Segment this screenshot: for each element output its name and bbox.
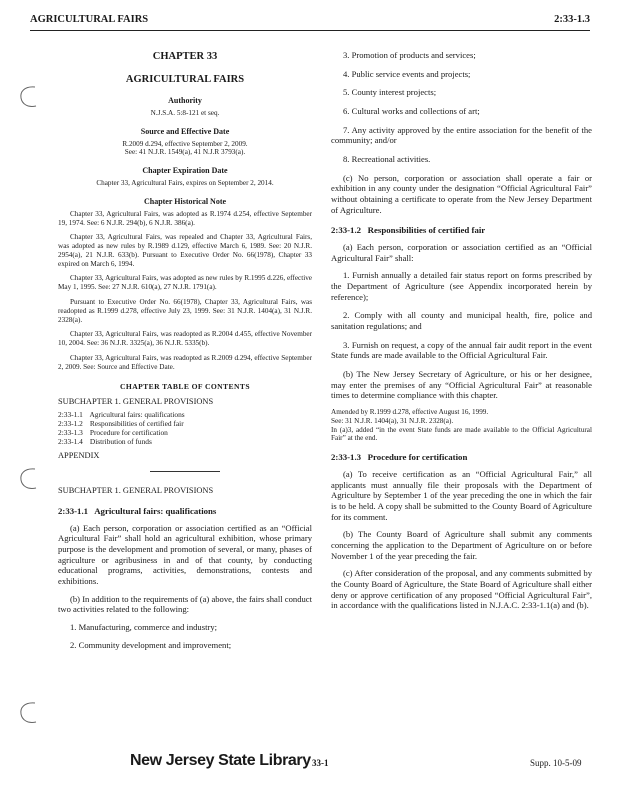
- paragraph: (a) Each person, corporation or association certified as an “Official Agricultural Fair” shall hold an agricultural exhibition, whose primary purpose is the development and promotion of several, or many, phases of agriculture or agribusiness in and of that county, by conducting educational programs, activities, demonstrations, contests and exhibitions.: [58, 522, 312, 586]
- amendment-line: Amended by R.1999 d.278, effective August 16, 1999.: [331, 408, 489, 416]
- authority-heading: Authority: [168, 96, 202, 106]
- section-number: 2:33-1.2: [331, 225, 362, 236]
- list-item: 6. Cultural works and collections of art;: [343, 105, 480, 116]
- toc-entry-title: Procedure for certification: [89, 428, 168, 438]
- section-title: Responsibilities of certified fair: [367, 225, 486, 236]
- history-note: Pursuant to Executive Order No. 66(1978), Chapter 33, Agricultural Fairs, was readopted as R.1999 d.278, effective July 23, 1999. See: 31 N.J.R. 1404(a), 31 N.J.R. 2328(a).: [58, 298, 312, 324]
- source-text: See: 41 N.J.R. 1549(a), 41 N.J.R 3793(a).: [124, 148, 246, 157]
- history-note: Chapter 33, Agricultural Fairs, was readopted as R.2004 d.455, effective November 10, 2004. See: 36 N.J.R. 3325(a), 36 N.J.R. 5335(b).: [58, 330, 312, 348]
- list-item: 2. Comply with all county and municipal health, fire, police and sanitation regulations; and: [331, 310, 592, 332]
- list-item: 5. County interest projects;: [343, 87, 437, 98]
- header-section: 2:33-1.3: [554, 14, 590, 25]
- paragraph: (b) The New Jersey Secretary of Agriculture, or his or her designee, may enter the premises of any “Official Agricultural Fair” at reasonable times to determine compliance with this chapter.: [331, 369, 592, 401]
- expiration-heading: Chapter Expiration Date: [142, 166, 228, 176]
- expiration-text: Chapter 33, Agricultural Fairs, expires on September 2, 2014.: [96, 179, 274, 188]
- toc-entry-number: 2:33-1.4: [58, 436, 83, 446]
- toc-subchapter: SUBCHAPTER 1. GENERAL PROVISIONS: [58, 396, 214, 406]
- chapter-title: AGRICULTURAL FAIRS: [125, 74, 245, 86]
- history-heading: Chapter Historical Note: [143, 196, 227, 206]
- amendment-note: [331, 408, 592, 443]
- paragraph: (b) The County Board of Agriculture shall submit any comments concerning the application to the Department of Agriculture on or before November 1 of the year preceding the fair.: [331, 529, 592, 561]
- source-heading: Source and Effective Date: [140, 126, 230, 136]
- paragraph: (a) Each person, corporation or association certified as an “Official Agricultural Fair” shall:: [331, 242, 592, 263]
- page-number: 33-1: [312, 758, 329, 768]
- paragraph: (c) No person, corporation or association shall operate a fair or exhibition in any county under the designation “Official Agricultural Fair” without obtaining a certificate to operate from the New Jersey Department of Agriculture.: [331, 172, 592, 215]
- list-item: 3. Promotion of products and services;: [343, 50, 476, 60]
- paragraph: (b) In addition to the requirements of (a) above, the fairs shall conduct two activities related to the following:: [58, 593, 312, 615]
- source-text: R.2009 d.294, effective September 2, 2009.: [122, 139, 248, 148]
- paragraph: (c) After consideration of the proposal, and any comments submitted by the County Board of Agriculture, the State Board of Agriculture shall either deny or approve certification of any proposed “Official Agricultural Fair”, in accordance with the qualifications listed in N.J.A.C. 2:33-1.1(a) and (b).: [331, 568, 592, 611]
- toc-title: CHAPTER TABLE OF CONTENTS: [120, 381, 250, 391]
- paragraph: (a) To receive certification as an “Official Agricultural Fair,” all applicants must annually file their proposals with the Department of Agriculture by September 1 of the year preceding the one in which the fair is to be held. A copy shall be submitted to the County Board of Agriculture for its comment.: [331, 469, 592, 522]
- list-item: 3. Furnish on request, a copy of the annual fair audit report in the event State funds are made available to the Official Agricultural Fair.: [331, 339, 592, 361]
- table-of-contents: [58, 411, 312, 447]
- list-item: 4. Public service events and projects;: [343, 68, 471, 79]
- toc-entry[interactable]: [58, 438, 312, 447]
- history-note: Chapter 33, Agricultural Fairs, was adopted as new rules by R.1995 d.226, effective May 1, 1995. See: 27 N.J.R. 610(a), 27 N.J.R. 1791(a).: [58, 274, 312, 292]
- section-title: Procedure for certification: [367, 452, 468, 463]
- toc-appendix[interactable]: APPENDIX: [58, 450, 100, 460]
- toc-entry-number: 2:33-1.2: [58, 419, 83, 429]
- section-heading: [331, 225, 592, 236]
- header-title: AGRICULTURAL FAIRS: [30, 14, 149, 25]
- right-column: [331, 50, 592, 618]
- history-note: Chapter 33, Agricultural Fairs, was readopted as R.2009 d.294, effective September 2, 2009. See: Source and Effective Date.: [58, 353, 312, 371]
- amendment-line: See: 31 N.J.R. 1404(a), 31 N.J.R. 2328(a).: [331, 416, 454, 425]
- toc-entry-title: Responsibilities of certified fair: [89, 419, 184, 429]
- section-number: 2:33-1.3: [331, 452, 362, 463]
- amendment-line: In (a)3, added “in the event State funds are made available to the Official Agricultural Fair” at the end.: [331, 425, 592, 443]
- list-item: 7. Any activity approved by the entire association for the benefit of the community; and/or: [331, 124, 592, 146]
- supplement-date: Supp. 10-5-09: [530, 758, 582, 768]
- punch-hole-icon: [18, 84, 40, 110]
- toc-entry-title: Agricultural fairs: qualifications: [89, 410, 185, 420]
- toc-entry-number: 2:33-1.3: [58, 428, 83, 438]
- list-item: 1. Furnish annually a detailed fair status report on forms prescribed by the Department of Agriculture (see Appendix incorporated herein by reference);: [331, 270, 592, 302]
- list-item: 1. Manufacturing, commerce and industry;: [70, 621, 218, 632]
- section-title: Agricultural fairs: qualifications: [94, 505, 217, 516]
- section-heading: [58, 506, 312, 517]
- section-number: 2:33-1.1: [58, 505, 89, 516]
- running-header: [30, 14, 590, 31]
- chapter-number: CHAPTER 33: [152, 51, 218, 62]
- punch-hole-icon: [18, 466, 40, 492]
- authority-text: N.J.S.A. 5:8-121 et seq.: [150, 108, 220, 117]
- section-heading: [331, 452, 592, 463]
- toc-entry-title: Distribution of funds: [89, 436, 152, 446]
- toc-entry-number: 2:33-1.1: [58, 410, 83, 420]
- left-column: [58, 50, 312, 659]
- section-divider: [150, 471, 220, 472]
- list-item: 8. Recreational activities.: [343, 153, 431, 164]
- punch-hole-icon: [18, 700, 40, 726]
- subchapter-heading: SUBCHAPTER 1. GENERAL PROVISIONS: [58, 486, 214, 496]
- list-item: 2. Community development and improvement;: [70, 640, 232, 651]
- history-note: Chapter 33, Agricultural Fairs, was adopted as R.1974 d.254, effective September 19, 1974. See: 6 N.J.R. 294(b), 6 N.J.R. 386(a).: [58, 209, 312, 227]
- library-name: New Jersey State Library: [130, 752, 311, 769]
- history-note: Chapter 33, Agricultural Fairs, was repealed and Chapter 33, Agricultural Fairs, was adopted as new rules by R.1989 d.129, effective March 6, 1989. See: 20 N.J.R. 2954(a), 21 N.J.R. 633(b). Pursuant to Executive Order No. 66(1978), Chapter 33 expired on March 6, 1994.: [58, 233, 312, 268]
